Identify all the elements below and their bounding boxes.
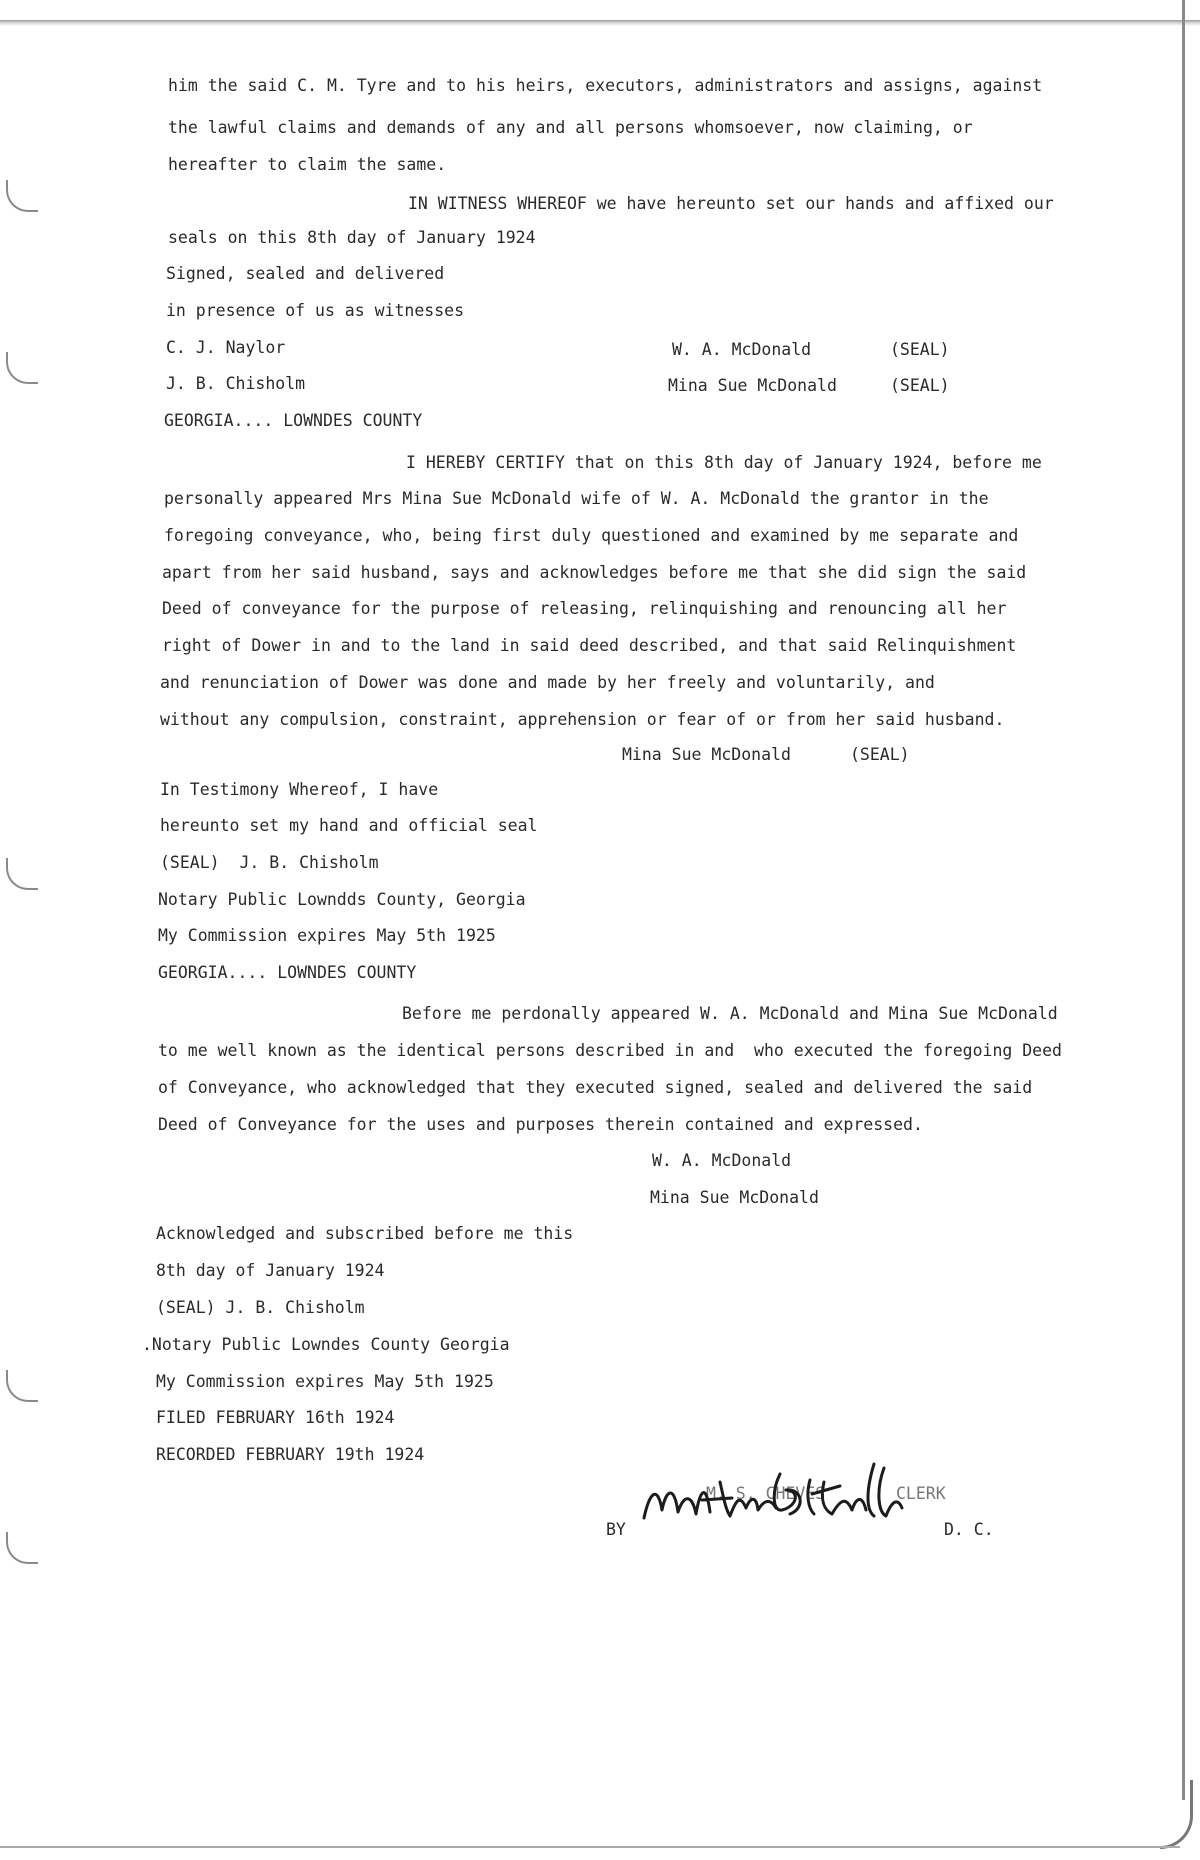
deputy-clerk-label: D. C. <box>944 1520 994 1539</box>
page-right-edge <box>1182 0 1185 1800</box>
binder-hole-mark <box>6 1370 38 1402</box>
body-line: without any compulsion, constraint, apprehension or fear of or from her said husband. <box>160 710 1005 729</box>
seal-label: (SEAL) <box>890 376 950 395</box>
acknowledger-name: Mina Sue McDonald <box>650 1188 819 1207</box>
body-line: to me well known as the identical persons described in and who executed the foregoing Deed <box>158 1041 1062 1060</box>
seal-label: (SEAL) <box>850 745 910 764</box>
notary-seal-line: (SEAL) J. B. Chisholm <box>156 1298 365 1317</box>
section-heading: GEORGIA.... LOWNDES COUNTY <box>158 963 417 982</box>
renunciation-signature-name: Mina Sue McDonald <box>622 745 791 764</box>
testimony-line: In Testimony Whereof, I have <box>160 780 439 799</box>
handwritten-signature <box>640 1460 940 1530</box>
grantor-signature-name: Mina Sue McDonald <box>668 376 837 395</box>
body-line: Acknowledged and subscribed before me this <box>156 1224 574 1243</box>
notary-seal-line: (SEAL) J. B. Chisholm <box>160 853 379 872</box>
body-line: of Conveyance, who acknowledged that they executed signed, sealed and delivered the said <box>158 1078 1033 1097</box>
acknowledgment-opening: Before me perdonally appeared W. A. McDonald and Mina Sue McDonald <box>402 1004 1058 1023</box>
binder-hole-mark <box>6 858 38 890</box>
by-label: BY <box>606 1520 626 1539</box>
body-line: in presence of us as witnesses <box>166 301 465 320</box>
body-line: him the said C. M. Tyre and to his heirs, executors, administrators and assigns, against <box>168 76 1043 95</box>
commission-expiry: My Commission expires May 5th 1925 <box>158 926 496 945</box>
commission-expiry: My Commission expires May 5th 1925 <box>156 1372 494 1391</box>
binder-hole-mark <box>6 352 38 384</box>
body-line: Deed of Conveyance for the uses and purposes therein contained and expressed. <box>158 1115 923 1134</box>
clerk-title: CLERK <box>896 1484 946 1503</box>
body-line: foregoing conveyance, who, being first duly questioned and examined by me separate and <box>164 526 1019 545</box>
binder-hole-mark <box>6 180 38 212</box>
seal-label: (SEAL) <box>890 340 950 359</box>
witness-name: C. J. Naylor <box>166 338 286 357</box>
body-line: the lawful claims and demands of any and all persons whomsoever, now claiming, or <box>168 118 973 137</box>
binder-hole-mark <box>6 1532 38 1564</box>
notary-title: Notary Public Lowndds County, Georgia <box>158 890 526 909</box>
body-line: and renunciation of Dower was done and made by her freely and voluntarily, and <box>160 673 935 692</box>
scan-top-edge <box>0 20 1200 26</box>
clerk-name: M. S. CHEVES <box>706 1484 826 1503</box>
body-line: hereafter to claim the same. <box>168 155 447 174</box>
body-line: 8th day of January 1924 <box>156 1261 385 1280</box>
witness-clause: IN WITNESS WHEREOF we have hereunto set our hands and affixed our <box>408 194 1054 213</box>
section-heading: GEORGIA.... LOWNDES COUNTY <box>164 411 423 430</box>
body-line: personally appeared Mrs Mina Sue McDonald wife of W. A. McDonald the grantor in the <box>164 489 989 508</box>
acknowledger-name: W. A. McDonald <box>652 1151 792 1170</box>
certificate-opening: I HEREBY CERTIFY that on this 8th day of January 1924, before me <box>406 453 1042 472</box>
testimony-line: hereunto set my hand and official seal <box>160 816 538 835</box>
body-line: seals on this 8th day of January 1924 <box>168 228 536 247</box>
body-line: apart from her said husband, says and acknowledges before me that she did sign the said <box>162 563 1027 582</box>
body-line: right of Dower in and to the land in said deed described, and that said Relinquishment <box>162 636 1017 655</box>
filed-date: FILED FEBRUARY 16th 1924 <box>156 1408 395 1427</box>
body-line: Signed, sealed and delivered <box>166 264 445 283</box>
witness-name: J. B. Chisholm <box>166 374 306 393</box>
page-bottom-edge <box>0 1846 1180 1848</box>
recorded-date: RECORDED FEBRUARY 19th 1924 <box>156 1445 425 1464</box>
body-line: Deed of conveyance for the purpose of releasing, relinquishing and renouncing all her <box>162 599 1007 618</box>
notary-title: .Notary Public Lowndes County Georgia <box>142 1335 510 1354</box>
page-corner <box>1160 1780 1193 1849</box>
grantor-signature-name: W. A. McDonald <box>672 340 812 359</box>
